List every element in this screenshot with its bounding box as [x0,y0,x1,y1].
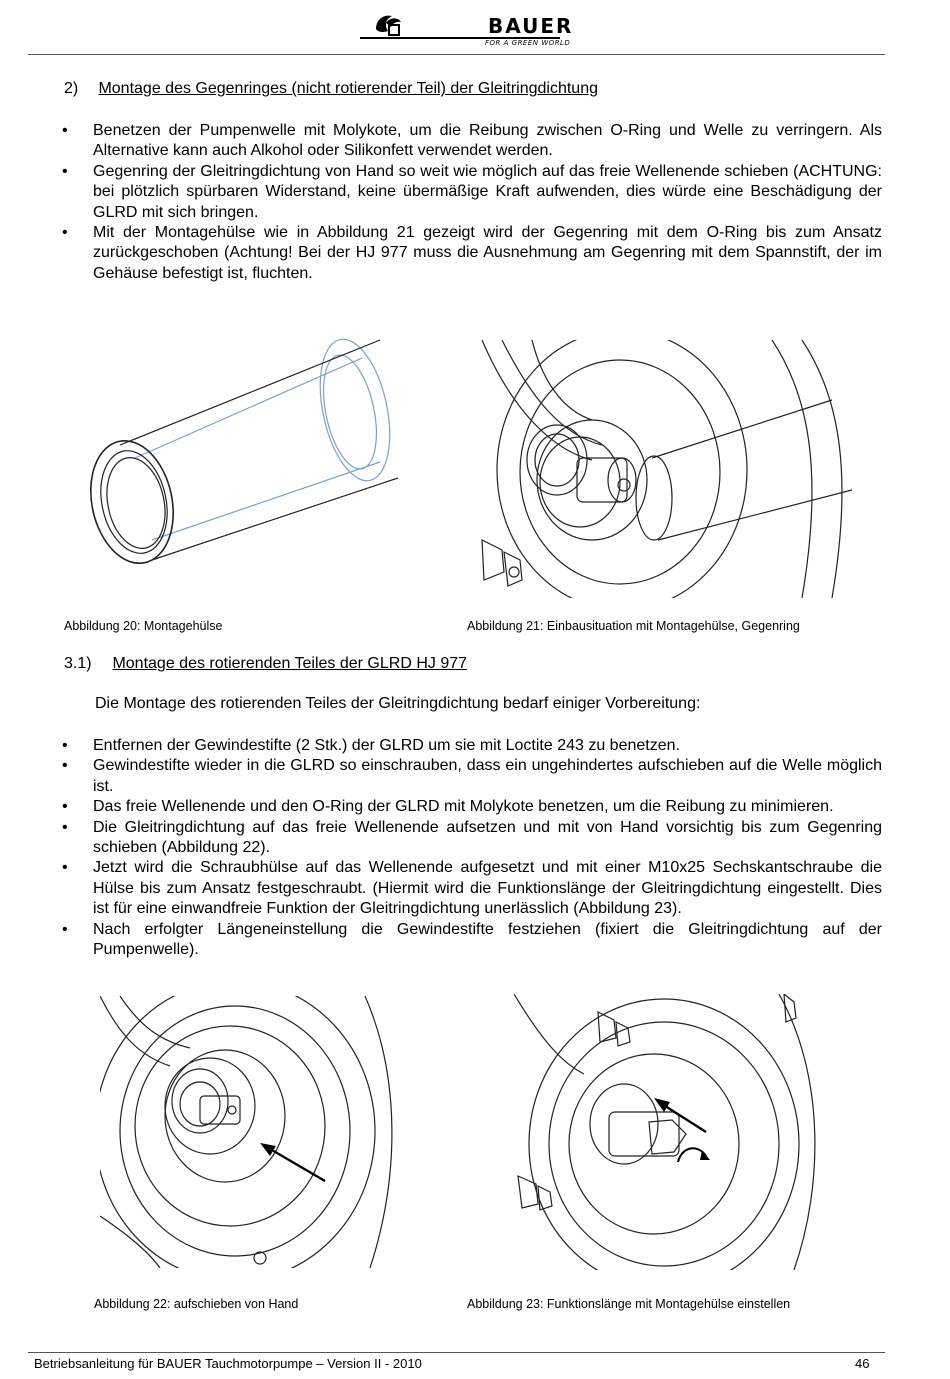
section-3-1-number: 3.1) [64,655,92,672]
figure-20-sleeve-drawing [80,330,410,580]
bauer-logo-icon [372,11,404,39]
list-item: • Nach erfolgter Längeneinstellung die Gewindestifte festziehen (fixiert die Gleitringdichtung auf der Pumpenwelle). [28,920,882,961]
section-3-1-title: Montage des rotierenden Teiles der GLRD HJ 977 [112,655,468,672]
section-3-1-intro: Die Montage des rotierenden Teiles der Gleitringdichtung bedarf einiger Vorbereitung: [95,695,701,712]
page-number: 46 [855,1356,870,1371]
figure-21-installation-drawing [472,340,856,598]
brand-tagline: FOR A GREEN WORLD [485,39,571,47]
figure-20-caption: Abbildung 20: Montagehülse [64,619,223,633]
list-item: • Gewindestifte wieder in die GLRD so einschrauben, dass ein ungehindertes aufschieben auf die Welle möglich ist. [28,756,882,797]
list-item: • Benetzen der Pumpenwelle mit Molykote, um die Reibung zwischen O-Ring und Welle zu verringern. Als Alternative kann auch Alkohol oder Silikonfett verwendet werden. [28,121,882,162]
list-item: • Die Gleitringdichtung auf das freie Wellenende aufsetzen und mit von Hand vorsichtig bis zum Gegenring schieben (Abbildung 22). [28,818,882,859]
list-item: • Entfernen der Gewindestifte (2 Stk.) der GLRD um sie mit Loctite 243 zu benetzen. [28,736,882,756]
figure-21-caption: Abbildung 21: Einbausituation mit Montagehülse, Gegenring [467,619,800,633]
list-item: • Gegenring der Gleitringdichtung von Hand so weit wie möglich auf das freie Wellenende schieben (ACHTUNG: bei plötzlich spürbaren Widerstand, keine übermäßige Kraft aufwenden, dies würde eine Beschädigung der GLRD mit sich bringen. [28,162,882,223]
section-3-1-heading [64,655,467,673]
footer-divider [28,1352,885,1353]
figure-22-caption: Abbildung 22: aufschieben von Hand [94,1297,299,1311]
section-3-1-bullet-list [28,736,882,960]
section-2-heading [64,80,598,98]
section-2-number: 2) [64,80,79,97]
section-2-bullet-list [28,121,882,284]
header-divider [28,54,885,55]
figure-23-function-length-drawing [514,994,824,1270]
list-item: • Mit der Montagehülse wie in Abbildung 21 gezeigt wird der Gegenring mit dem O-Ring bis zum Ansatz zurückgeschoben (Achtung! Bei der HJ 977 muss die Ausnehmung am Gegenring mit dem Spannstift, der im Gehäuse befestigt ist, fluchten. [28,223,882,284]
footer-title: Betriebsanleitung für BAUER Tauchmotorpumpe – Version II - 2010 [34,1356,422,1371]
list-item: • Das freie Wellenende und den O-Ring der GLRD mit Molykote benetzen, um die Reibung zu minimieren. [28,797,882,817]
figure-23-caption: Abbildung 23: Funktionslänge mit Montagehülse einstellen [467,1297,791,1311]
section-2-title: Montage des Gegenringes (nicht rotierender Teil) der Gleitringdichtung [98,80,598,97]
figure-22-push-by-hand-drawing [100,996,400,1268]
brand-name: BAUER [488,14,574,38]
list-item: • Jetzt wird die Schraubhülse auf das Wellenende aufgesetzt und mit einer M10x25 Sechskantschraube die Hülse bis zum Ansatz festgeschraubt. (Hiermit wird die Funktionslänge der Gleitringdichtung eingestellt. Dies ist für eine einwandfreie Funktion der Gleitringdichtung unerlässlich (Abbildung 23). [28,858,882,919]
